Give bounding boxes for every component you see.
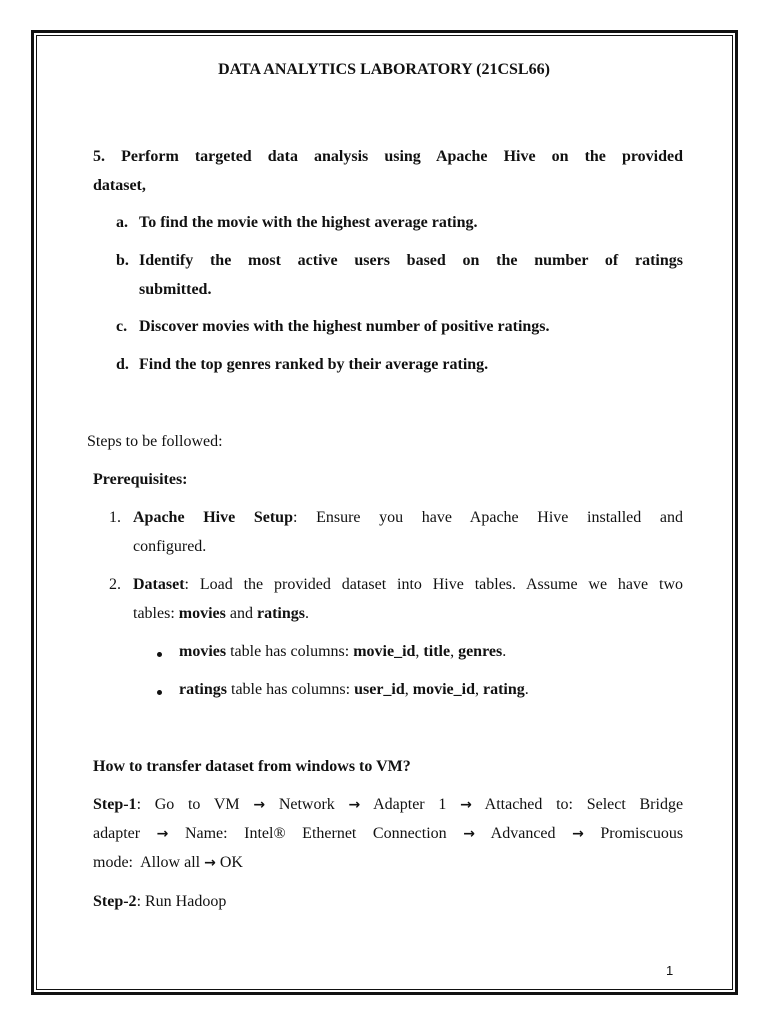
prereq-1-number: 1.	[109, 509, 121, 526]
question-number: 5.	[93, 148, 105, 165]
step-1-text: mode: Allow all	[93, 854, 201, 871]
item-d-label: d.	[116, 356, 129, 373]
item-c-text: Discover movies with the highest number of positive ratings.	[139, 318, 550, 335]
bullet-ratings-text: table has columns:	[227, 681, 355, 698]
step-1-text: OK	[219, 854, 243, 871]
prereq-2-bold: Dataset	[133, 576, 185, 593]
bullet-movies-table: movies	[179, 643, 227, 660]
period: .	[502, 643, 507, 660]
period: .	[524, 681, 529, 698]
column-name: user_id	[354, 681, 405, 698]
question-line1: Perform targeted data analysis using Apache Hive on the provided	[121, 148, 684, 165]
step-1-text: Name: Intel® Ethernet Connection	[184, 825, 447, 842]
bullet-movies-text: table has columns:	[226, 643, 354, 660]
step-1-text: Attached to: Select Bridge	[484, 796, 684, 813]
arrow-right-icon: →	[204, 855, 216, 871]
separator: ,	[415, 643, 424, 660]
prerequisites-heading: Prerequisites:	[93, 471, 188, 488]
arrow-right-icon: →	[348, 797, 361, 813]
page-title: DATA ANALYTICS LABORATORY (21CSL66)	[218, 61, 550, 78]
bullet-ratings-table: ratings	[179, 681, 227, 698]
step-1-text: adapter	[93, 825, 141, 842]
prereq-2-cont-mid: and	[225, 605, 257, 622]
step-2-text: : Run Hadoop	[136, 893, 227, 910]
column-name: movie_id	[353, 643, 416, 660]
question-line2: dataset,	[93, 177, 146, 194]
step-1-line1	[93, 796, 683, 814]
transfer-heading: How to transfer dataset from windows to VM?	[93, 758, 411, 775]
bullet-movies	[179, 643, 506, 661]
item-a-label: a.	[116, 214, 128, 231]
prereq-2-rest: : Load the provided dataset into Hive tables. Assume we have two	[184, 576, 683, 593]
prereq-1-cont: configured.	[133, 538, 207, 555]
prereq-1-rest: : Ensure you have Apache Hive installed and	[292, 509, 684, 526]
prereq-2-text	[133, 576, 683, 594]
arrow-right-icon: →	[156, 826, 169, 842]
steps-intro: Steps to be followed:	[87, 433, 223, 450]
prereq-2-cont-end: .	[304, 605, 309, 622]
prereq-2-number: 2.	[109, 576, 121, 593]
bullet-dot	[157, 690, 162, 695]
bullet-ratings	[179, 681, 529, 699]
arrow-right-icon: →	[253, 797, 266, 813]
arrow-right-icon: →	[460, 797, 472, 813]
step-1-line3	[93, 854, 243, 872]
step-2	[93, 893, 226, 911]
bullet-dot	[157, 652, 162, 657]
arrow-right-icon: →	[572, 826, 584, 842]
step-1-label: Step-1	[93, 796, 137, 813]
step-1-line2	[93, 825, 683, 843]
column-name: genres	[458, 643, 503, 660]
column-name: rating	[482, 681, 525, 698]
question-text	[93, 148, 683, 166]
step-1-text: Network	[278, 796, 335, 813]
item-c-label: c.	[116, 318, 128, 335]
page-number: 1	[666, 963, 674, 978]
item-b-text: Identify the most active users based on the number of ratings	[139, 252, 683, 269]
prereq-1-bold: Apache Hive Setup	[133, 509, 293, 526]
step-1-text: Promiscuous	[600, 825, 684, 842]
arrow-right-icon: →	[463, 826, 475, 842]
step-1-text: Adapter 1	[373, 796, 447, 813]
prereq-2-cont-pre: tables:	[133, 605, 179, 622]
step-1-text: : Go to VM	[136, 796, 240, 813]
step-2-label: Step-2	[93, 893, 137, 910]
separator: ,	[404, 681, 413, 698]
column-name: title	[423, 643, 451, 660]
item-d-text: Find the top genres ranked by their average rating.	[139, 356, 489, 373]
step-1-text: Advanced	[490, 825, 556, 842]
table-name-movies: movies	[178, 605, 226, 622]
column-name: movie_id	[412, 681, 475, 698]
table-name-ratings: ratings	[256, 605, 305, 622]
prereq-2-cont	[133, 605, 309, 623]
separator: ,	[474, 681, 483, 698]
separator: ,	[450, 643, 459, 660]
prereq-1-text	[133, 509, 683, 527]
item-b-text-cont: submitted.	[139, 281, 212, 298]
item-a-text: To find the movie with the highest average rating.	[139, 214, 478, 231]
item-b-label: b.	[116, 252, 129, 269]
